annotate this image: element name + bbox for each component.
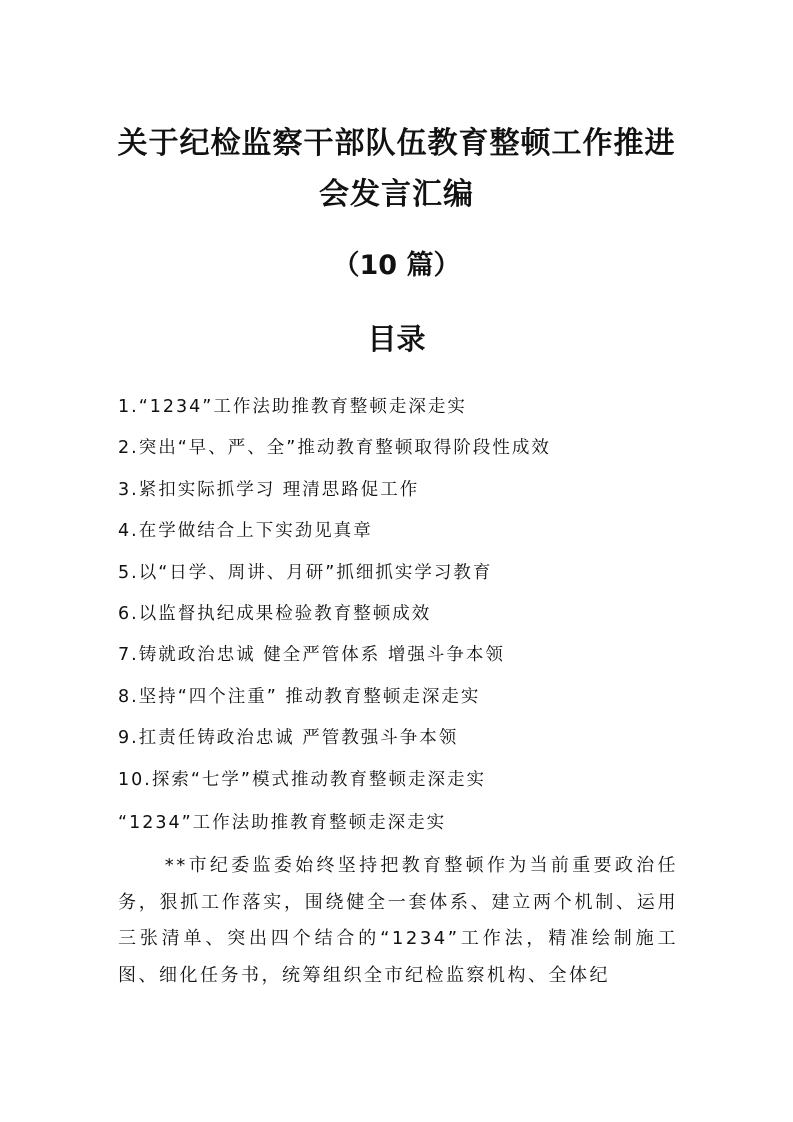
- table-of-contents: [118, 392, 758, 806]
- section-title: “1234”工作法助推教育整顿走深走实: [118, 813, 447, 833]
- article-count: （10 篇）: [332, 250, 461, 281]
- toc-item-6: 6.以监督执纪成果检验教育整顿成效: [118, 603, 432, 624]
- toc-item-7: 7.铸就政治忠诚 健全严管体系 增强斗争本领: [118, 645, 505, 666]
- toc-item-3: 3.紧扣实际抓学习 理清思路促工作: [118, 479, 420, 500]
- document-title-line-2: 会发言汇编: [319, 177, 474, 212]
- toc-item-5: 5.以“日学、周讲、月研”抓细抓实学习教育: [118, 562, 493, 583]
- toc-item-10: 10.探索“七学”模式推动教育整顿走深走实: [118, 769, 486, 790]
- toc-item-4: 4.在学做结合上下实劲见真章: [118, 521, 373, 542]
- toc-item-1: 1.“1234”工作法助推教育整顿走深走实: [118, 397, 467, 417]
- toc-item-9: 9.扛责任铸政治忠诚 严管教强斗争本领: [118, 728, 459, 749]
- document-title-line-1: 关于纪检监察干部队伍教育整顿工作推进: [117, 126, 676, 161]
- toc-heading: 目录: [367, 322, 426, 356]
- body-paragraph: **市纪委监委始终坚持把教育整顿作为当前重要政治任务，狠抓工作落实，围绕健全一套体系、建立两个机制、运用三张清单、突出四个结合的“1234”工作法，精准绘制施工图、细化任务书，统筹组织全市纪检监察机构、全体纪: [118, 855, 678, 986]
- toc-item-2: 2.突出“早、严、全”推动教育整顿取得阶段性成效: [118, 438, 551, 459]
- toc-item-8: 8.坚持“四个注重” 推动教育整顿走深走实: [118, 686, 481, 707]
